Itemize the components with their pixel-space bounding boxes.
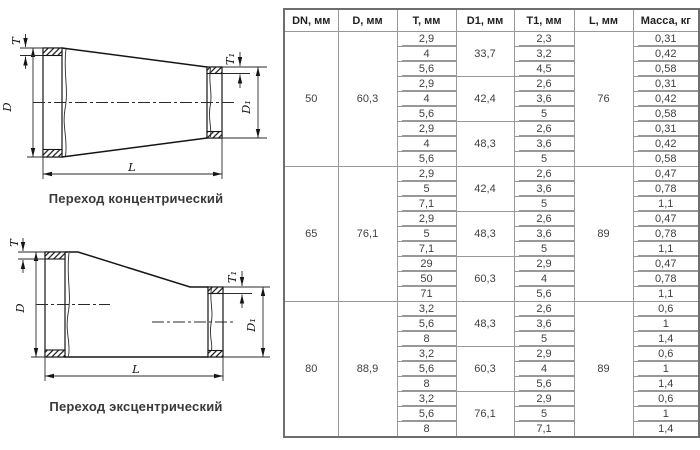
cell-d1: 48,3 bbox=[456, 212, 514, 257]
cell-mass: 1 bbox=[633, 407, 699, 422]
cell-t: 5,6 bbox=[397, 407, 456, 422]
d1-label: D₁ bbox=[239, 100, 253, 114]
cell-t: 8 bbox=[397, 422, 456, 438]
cell-t: 50 bbox=[397, 272, 456, 287]
cell-mass: 0,6 bbox=[633, 302, 699, 317]
cell-t1: 3,6 bbox=[514, 317, 574, 332]
figure-eccentric bbox=[0, 232, 280, 414]
cell-mass: 1,4 bbox=[633, 332, 699, 347]
left-wall-section-top bbox=[45, 252, 65, 259]
table-row bbox=[284, 302, 699, 317]
cell-mass: 0,6 bbox=[633, 392, 699, 407]
cell-t: 71 bbox=[397, 287, 456, 302]
cell-t1: 5 bbox=[514, 197, 574, 212]
cell-t: 7,1 bbox=[397, 242, 456, 257]
column-header-2: T, мм bbox=[397, 9, 456, 32]
concentric-reducer-drawing bbox=[0, 27, 280, 187]
cell-l: 76 bbox=[574, 32, 633, 167]
cell-t: 7,1 bbox=[397, 197, 456, 212]
cone-top-edge bbox=[62, 48, 207, 67]
cell-dn: 80 bbox=[284, 302, 338, 438]
cell-mass: 0,58 bbox=[633, 152, 699, 167]
cell-t1: 5,6 bbox=[514, 377, 574, 392]
cell-t: 5 bbox=[397, 182, 456, 197]
cell-mass: 1,1 bbox=[633, 197, 699, 212]
cell-mass: 0,78 bbox=[633, 182, 699, 197]
cell-t: 2,9 bbox=[397, 122, 456, 137]
d-label: D bbox=[13, 303, 27, 313]
figure-caption-eccentric: Переход эксцентрический bbox=[49, 399, 223, 414]
cell-d1: 48,3 bbox=[456, 122, 514, 167]
t1-label: T₁ bbox=[225, 270, 239, 284]
t-label: T bbox=[9, 37, 23, 45]
cell-t: 8 bbox=[397, 377, 456, 392]
cell-t1: 2,9 bbox=[514, 392, 574, 407]
cell-t1: 3,6 bbox=[514, 92, 574, 107]
l-label: L bbox=[132, 362, 140, 376]
table-header bbox=[284, 9, 699, 32]
cell-d1: 42,4 bbox=[456, 77, 514, 122]
cell-t: 29 bbox=[397, 257, 456, 272]
cell-mass: 0,6 bbox=[633, 347, 699, 362]
cell-mass: 1,4 bbox=[633, 377, 699, 392]
cell-mass: 1,1 bbox=[633, 242, 699, 257]
cell-t: 5,6 bbox=[397, 362, 456, 377]
cell-d1: 76,1 bbox=[456, 392, 514, 438]
cell-t: 8 bbox=[397, 332, 456, 347]
cell-t1: 2,6 bbox=[514, 167, 574, 182]
right-wall-section-top bbox=[207, 67, 222, 74]
cell-mass: 0,78 bbox=[633, 272, 699, 287]
spec-table bbox=[283, 8, 700, 438]
cell-t: 4 bbox=[397, 92, 456, 107]
left-wall-section-bottom bbox=[43, 150, 62, 158]
l-label: L bbox=[128, 160, 136, 174]
column-header-3: D1, мм bbox=[456, 9, 514, 32]
cell-d1: 33,7 bbox=[456, 32, 514, 77]
cell-t1: 3,6 bbox=[514, 227, 574, 242]
cell-d: 76,1 bbox=[338, 167, 397, 302]
right-break-line bbox=[210, 288, 212, 350]
right-wall-section-top bbox=[208, 287, 223, 294]
right-wall-section-bottom bbox=[207, 132, 222, 139]
cell-t1: 4 bbox=[514, 362, 574, 377]
column-header-4: T1, мм bbox=[514, 9, 574, 32]
left-wall-section-bottom bbox=[45, 350, 65, 357]
figure-concentric bbox=[0, 27, 280, 206]
cell-mass: 0,47 bbox=[633, 212, 699, 227]
table-row bbox=[284, 32, 699, 47]
cell-t1: 2,6 bbox=[514, 212, 574, 227]
cell-mass: 0,42 bbox=[633, 47, 699, 62]
cell-t: 4 bbox=[397, 47, 456, 62]
right-wall-section-bottom bbox=[208, 351, 223, 358]
cell-l: 89 bbox=[574, 302, 633, 438]
cell-t: 2,9 bbox=[397, 77, 456, 92]
table-row bbox=[284, 167, 699, 182]
cell-t1: 3,6 bbox=[514, 182, 574, 197]
cell-dn: 65 bbox=[284, 167, 338, 302]
column-header-5: L, мм bbox=[574, 9, 633, 32]
cell-mass: 0,42 bbox=[633, 137, 699, 152]
cell-mass: 0,58 bbox=[633, 107, 699, 122]
cone-bottom-edge bbox=[62, 138, 207, 157]
cell-t: 3,2 bbox=[397, 302, 456, 317]
cell-t1: 2,9 bbox=[514, 347, 574, 362]
d1-label: D₁ bbox=[244, 318, 258, 332]
cell-mass: 0,42 bbox=[633, 92, 699, 107]
cell-mass: 1,4 bbox=[633, 422, 699, 438]
cell-mass: 0,47 bbox=[633, 257, 699, 272]
left-wall-section-top bbox=[43, 48, 62, 56]
cell-t: 4 bbox=[397, 137, 456, 152]
cell-t1: 5 bbox=[514, 107, 574, 122]
body-top-edge bbox=[65, 252, 208, 287]
d-label: D bbox=[0, 102, 14, 112]
t1-label: T₁ bbox=[223, 52, 237, 66]
cell-d1: 48,3 bbox=[456, 302, 514, 347]
cell-mass: 1,1 bbox=[633, 287, 699, 302]
cell-t1: 4,5 bbox=[514, 62, 574, 77]
cell-t1: 5 bbox=[514, 242, 574, 257]
cell-t1: 5 bbox=[514, 332, 574, 347]
cell-t: 2,9 bbox=[397, 167, 456, 182]
cell-t1: 2,9 bbox=[514, 257, 574, 272]
cell-mass: 0,58 bbox=[633, 62, 699, 77]
cell-l: 89 bbox=[574, 167, 633, 302]
cell-t1: 5,6 bbox=[514, 287, 574, 302]
cell-mass: 0,31 bbox=[633, 122, 699, 137]
cell-t1: 2,6 bbox=[514, 77, 574, 92]
cell-mass: 1 bbox=[633, 362, 699, 377]
t-label: T bbox=[7, 239, 21, 247]
cell-mass: 0,31 bbox=[633, 32, 699, 47]
cell-dn: 50 bbox=[284, 32, 338, 167]
table-body bbox=[284, 32, 699, 438]
cell-t: 2,9 bbox=[397, 32, 456, 47]
cell-t1: 5 bbox=[514, 152, 574, 167]
cell-d: 88,9 bbox=[338, 302, 397, 438]
eccentric-reducer-drawing bbox=[0, 232, 280, 390]
cell-mass: 1 bbox=[633, 317, 699, 332]
cell-t: 5,6 bbox=[397, 152, 456, 167]
cell-t: 3,2 bbox=[397, 392, 456, 407]
cell-d1: 42,4 bbox=[456, 167, 514, 212]
cell-t1: 2,6 bbox=[514, 302, 574, 317]
cell-mass: 0,47 bbox=[633, 167, 699, 182]
cell-d1: 60,3 bbox=[456, 347, 514, 392]
cell-t: 5 bbox=[397, 227, 456, 242]
column-header-0: DN, мм bbox=[284, 9, 338, 32]
cell-t: 3,2 bbox=[397, 347, 456, 362]
cell-d1: 60,3 bbox=[456, 257, 514, 302]
cell-t1: 2,6 bbox=[514, 122, 574, 137]
cell-t1: 3,6 bbox=[514, 137, 574, 152]
cell-t: 5,6 bbox=[397, 317, 456, 332]
cell-mass: 0,78 bbox=[633, 227, 699, 242]
cell-t1: 5 bbox=[514, 407, 574, 422]
cell-t: 5,6 bbox=[397, 107, 456, 122]
column-header-1: D, мм bbox=[338, 9, 397, 32]
cell-t: 5,6 bbox=[397, 62, 456, 77]
t1-extension-lines bbox=[222, 67, 267, 74]
cell-t1: 7,1 bbox=[514, 422, 574, 438]
cell-t: 2,9 bbox=[397, 212, 456, 227]
cell-mass: 0,31 bbox=[633, 77, 699, 92]
figure-caption-concentric: Переход концентрический bbox=[48, 191, 224, 206]
column-header-6: Масса, кг bbox=[633, 9, 699, 32]
cell-d: 60,3 bbox=[338, 32, 397, 167]
cell-t1: 4 bbox=[514, 272, 574, 287]
cell-t1: 3,2 bbox=[514, 47, 574, 62]
cell-t1: 2,3 bbox=[514, 32, 574, 47]
